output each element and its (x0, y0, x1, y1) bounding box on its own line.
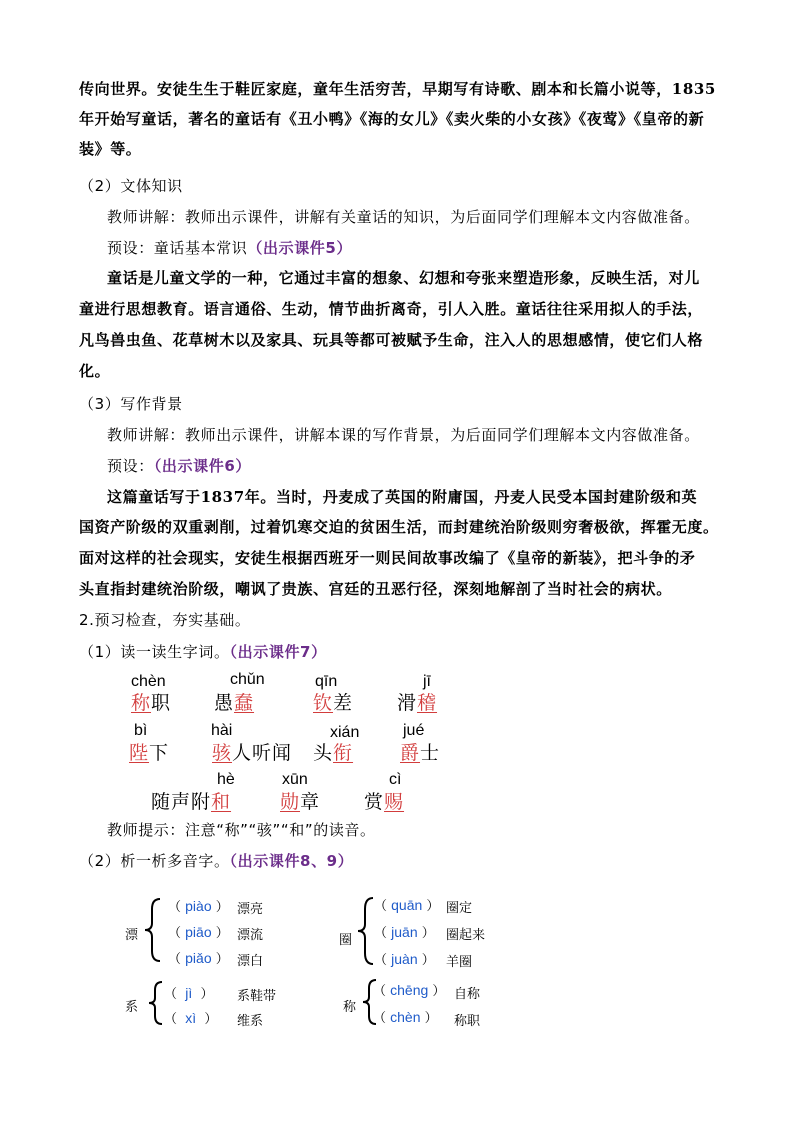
word-rest: 人听闻 (232, 742, 293, 764)
word-rest: 章 (300, 791, 321, 813)
red-char: 和 (211, 791, 232, 813)
pinyin-he: hè (217, 771, 235, 788)
sec3-preset-link: （出示课件6） (153, 457, 251, 475)
poly-pinyin: piào (185, 898, 212, 914)
poly-word: 圈定 (446, 901, 473, 916)
pinyin-chen: chèn (131, 673, 166, 690)
poly-item: （ piǎo ） (168, 950, 229, 967)
red-char: 勋 (280, 791, 301, 813)
sec3-body2: 国资产阶级的双重剥削，过着饥寒交迫的贫困生活，而封建统治阶级则穷奢极欲，挥霍无度。 (79, 518, 719, 536)
pinyin-bi: bì (134, 722, 148, 739)
red-char: 陛 (129, 742, 150, 764)
poly-item: （ juàn ） (374, 951, 435, 968)
poly-pinyin: chēng (390, 982, 429, 998)
poly-char-quan: 圈 (339, 933, 353, 948)
red-char: 称 (131, 692, 152, 714)
pinyin-hai: hài (211, 722, 233, 739)
vocab-word-suishengfuhe (151, 787, 231, 814)
word-rest: 下 (149, 742, 170, 764)
poly-pinyin: quān (391, 897, 423, 913)
sec3-preset-label: 预设： (107, 457, 154, 475)
pinyin-xun: xūn (282, 771, 308, 788)
sec3-body1: 这篇童话写于1837年。当时，丹麦成了英国的附庸国，丹麦人民受本国封建阶级和英 (107, 488, 698, 506)
vocab-word-bixia (129, 738, 169, 765)
poly-item: （ quān ） (374, 897, 440, 914)
poly-word: 圈起来 (446, 928, 486, 943)
pinyin-chun: chǔn (230, 671, 265, 688)
word-rest: 差 (333, 692, 354, 714)
poly-pinyin: xì (185, 1010, 197, 1026)
poly-word: 自称 (454, 987, 481, 1002)
para1-line3: 装》等。 (79, 140, 142, 158)
poly-heading (79, 854, 353, 869)
part2-heading: 2.预习检查，夯实基础。 (79, 611, 251, 629)
sec2-preset-label: 预设：童话基本常识 (107, 239, 248, 257)
word-rest: 头 (313, 742, 334, 764)
poly-heading-text: （2）析一析多音字。 (79, 852, 230, 870)
word-rest: 赏 (364, 791, 385, 813)
sec3-preset (107, 459, 251, 474)
sec3-body4: 头直指封建统治阶级，嘲讽了贵族、宫廷的丑恶行径，深刻地解剖了当时社会的病状。 (79, 580, 672, 598)
poly-word: 羊圈 (446, 955, 473, 970)
poly-word: 称职 (454, 1014, 481, 1029)
word-rest: 随声附 (151, 791, 212, 813)
word-rest: 愚 (214, 692, 235, 714)
sec2-body1: 童话是儿童文学的一种，它通过丰富的想象、幻想和夸张来塑造形象，反映生活，对儿 (107, 269, 700, 287)
poly-word: 维系 (237, 1014, 264, 1029)
vocab-heading (79, 645, 327, 660)
poly-item: （ piào ） (168, 898, 229, 915)
sec2-heading: （2）文体知识 (79, 177, 183, 195)
vocab-link: （出示课件7） (229, 643, 327, 661)
vocab-word-jueshi (400, 738, 440, 765)
vocab-word-chenzhi (131, 688, 171, 715)
poly-item: （ piāo ） (168, 924, 229, 941)
word-rest: 职 (151, 692, 172, 714)
poly-word: 漂白 (237, 954, 264, 969)
poly-pinyin: juān (391, 924, 418, 940)
para1-line2: 年开始写童话，著名的童话有《丑小鸭》《海的女儿》《卖火柴的小女孩》《夜莺》《皇帝的新 (79, 110, 705, 128)
poly-pinyin: piǎo (185, 950, 212, 966)
red-char: 衔 (333, 742, 354, 764)
poly-item: （ jì ） (164, 985, 214, 1002)
sec2-body3: 凡鸟兽虫鱼、花草树木以及家具、玩具等都可被赋予生命，注入人的思想感情，使它们人格 (79, 331, 704, 349)
poly-char-cheng: 称 (343, 1000, 357, 1015)
red-char: 赐 (384, 791, 405, 813)
red-char: 钦 (313, 692, 334, 714)
poly-word: 漂流 (237, 928, 264, 943)
poly-pinyin: jì (185, 985, 193, 1001)
red-char: 蠢 (234, 692, 255, 714)
sec3-heading: （3）写作背景 (79, 395, 183, 413)
poly-item: （ chèn ） (373, 1009, 438, 1026)
poly-word: 系鞋带 (237, 989, 277, 1004)
word-rest: 滑 (397, 692, 418, 714)
para1-line1: 传向世界。安徒生生于鞋匠家庭，童年生活穷苦，早期写有诗歌、剧本和长篇小说等，1835 (79, 80, 716, 98)
sec2-preset-link: （出示课件5） (247, 239, 353, 257)
poly-pinyin: juàn (391, 951, 418, 967)
pinyin-xian: xián (330, 724, 360, 741)
poly-pinyin: piāo (185, 924, 212, 940)
red-char: 骇 (212, 742, 233, 764)
vocab-word-huaji (397, 688, 437, 715)
brace-icon (146, 980, 166, 1026)
sec3-teacher: 教师讲解：教师出示课件，讲解本课的写作背景，为后面同学们理解本文内容做准备。 (107, 426, 700, 444)
vocab-word-xunzhang (280, 787, 320, 814)
vocab-word-shangci (364, 787, 404, 814)
sec2-preset (107, 241, 352, 256)
red-char: 爵 (400, 742, 421, 764)
red-char: 稽 (417, 692, 438, 714)
poly-char-xi: 系 (125, 1000, 139, 1015)
vocab-word-qinchai (313, 688, 353, 715)
pinyin-qin: qīn (315, 673, 338, 690)
word-rest: 士 (420, 742, 441, 764)
vocab-word-hairentingwen (212, 738, 292, 765)
sec2-body4: 化。 (79, 362, 111, 380)
sec3-body3: 面对这样的社会现实，安徒生根据西班牙一则民间故事改编了《皇帝的新装》，把斗争的矛 (79, 549, 696, 567)
poly-pinyin: chèn (390, 1009, 421, 1025)
vocab-word-touxian (313, 738, 353, 765)
pinyin-ji: jī (423, 673, 431, 690)
poly-char-piao: 漂 (125, 928, 139, 943)
poly-item: （ xì ） (164, 1010, 218, 1027)
pinyin-jue: jué (403, 722, 425, 739)
poly-item: （ chēng ） (373, 982, 446, 999)
sec2-teacher: 教师讲解：教师出示课件，讲解有关童话的知识，为后面同学们理解本文内容做准备。 (107, 208, 700, 226)
pinyin-ci: cì (389, 771, 402, 788)
brace-icon (142, 897, 164, 963)
poly-link: （出示课件8、9） (229, 852, 354, 870)
vocab-heading-text: （1）读一读生字词。 (79, 643, 230, 661)
poly-word: 漂亮 (237, 902, 264, 917)
vocab-tip: 教师提示：注意“称”“骇”“和”的读音。 (107, 821, 376, 839)
poly-item: （ juān ） (374, 924, 435, 941)
sec2-body2: 童进行思想教育。语言通俗、生动，情节曲折离奇，引人入胜。童话往往采用拟人的手法， (79, 300, 704, 318)
vocab-word-yuchun (214, 688, 254, 715)
